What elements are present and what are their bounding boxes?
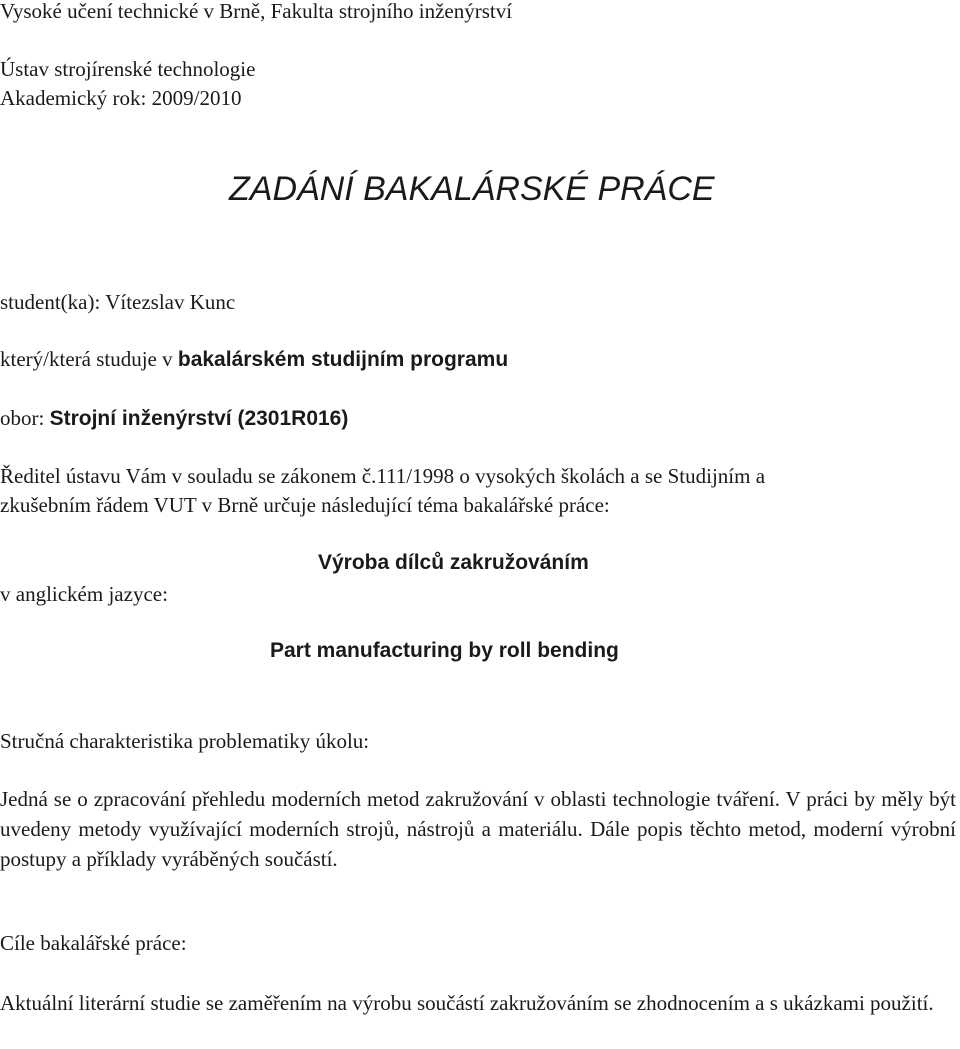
program-prefix: který/která studuje v (0, 347, 173, 371)
university-line: Vysoké učení technické v Brně, Fakulta strojního inženýrství (0, 0, 513, 23)
document-title: ZADÁNÍ BAKALÁRSKÉ PRÁCE (229, 170, 715, 208)
goals-text: Aktuální literární studie se zaměřením na výrobu součástí zakružováním se zhodnocením a s ukázkami použití. (0, 991, 934, 1015)
topic-english: Part manufacturing by roll bending (270, 639, 619, 662)
field-label: obor: (0, 406, 45, 430)
student-label: student(ka): (0, 290, 101, 314)
academic-year-line: Akademický rok: 2009/2010 (0, 86, 242, 110)
program-value: bakalárském studijním programu (177, 348, 509, 371)
goals-heading: Cíle bakalářské práce: (0, 931, 187, 955)
field-value: Strojní inženýrství (2301R016) (49, 407, 349, 430)
characteristics-text: Jedná se o zpracování přehledu moderních metod zakružování v oblasti technologie tváření. V práci by měly být uvedeny metody využívající moderních strojů, nástrojů a materiálu. Dále popis těchto metod, moderní výrobní postupy a příklady vyráběných součástí. (0, 787, 956, 871)
topic-czech: Výroba dílců zakružováním (318, 551, 589, 574)
institute-line: Ústav strojírenské technologie (0, 57, 256, 81)
student-line (0, 288, 235, 317)
student-name: Vítezslav Kunc (105, 290, 236, 314)
intro-line-1: Ředitel ústavu Vám v souladu se zákonem č.111/1998 o vysokých školách a se Studijním a (0, 464, 766, 488)
english-label: v anglickém jazyce: (0, 582, 168, 606)
program-line (0, 345, 508, 374)
field-line (0, 404, 348, 433)
intro-line-2: zkušebním řádem VUT v Brně určuje následující téma bakalářské práce: (0, 493, 610, 517)
characteristics-heading: Stručná charakteristika problematiky úkolu: (0, 729, 370, 753)
